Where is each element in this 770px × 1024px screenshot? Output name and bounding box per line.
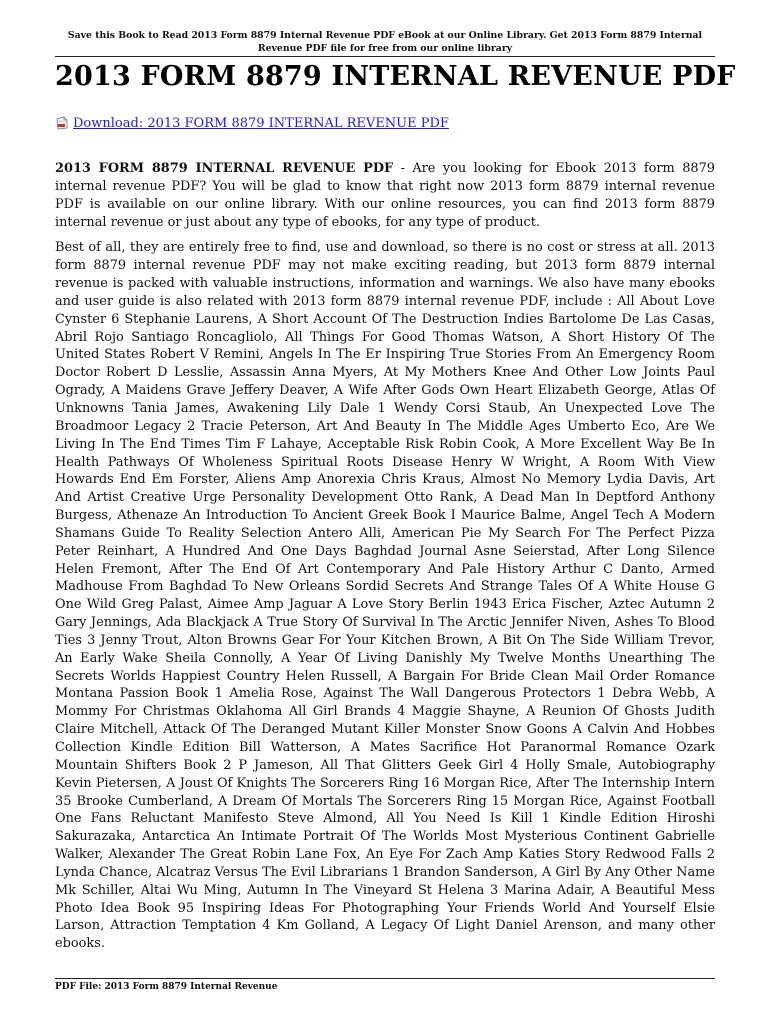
download-link[interactable]: Download: 2013 FORM 8879 INTERNAL REVENUE PDF (73, 115, 449, 131)
document-page (55, 0, 736, 1024)
header-divider (55, 56, 715, 57)
header-note: Save this Book to Read 2013 Form 8879 Internal Revenue PDF eBook at our Online Library. Get 2013 Form 8879 Internal Revenue PDF file for free from our online library (67, 30, 703, 54)
footer-file-label: PDF File: 2013 Form 8879 Internal Revenue (55, 982, 278, 992)
intro-text: - Are you looking for Ebook 2013 form 8879 internal revenue PDF? You will be glad to know that right now 2013 form 8879 internal revenue PDF is available on our online library. With our online resources, you can find 2013 form 8879 internal revenue or just about any type of ebooks, for any type of product. (55, 161, 715, 230)
footer-divider (55, 978, 715, 979)
intro-lead: 2013 FORM 8879 INTERNAL REVENUE PDF (55, 161, 394, 176)
pdf-file-icon[interactable] (55, 116, 69, 130)
page-title: 2013 FORM 8879 INTERNAL REVENUE PDF (55, 61, 736, 92)
download-row (55, 114, 715, 132)
intro-paragraph (55, 160, 715, 231)
related-books-paragraph: Best of all, they are entirely free to find, use and download, so there is no cost or stress at all. 2013 form 8879 internal revenue PDF may not make exciting reading, but 2013 form 8879 internal revenue is packed with valuable instructions, information and warnings. We also have many ebooks and user guide is also related with 2013 form 8879 internal revenue PDF, include : All About Love Cynster 6 Stephanie Laurens, A Short Account Of The Destruction Indies Bartolome De Las Casas, Abril Rojo Santiago Roncagliolo, All Things For Good Thomas Watson, A Short History Of The United States Robert V Remini, Angels In The Er Inspiring True Stories From An Emergency Room Doctor Robert D Lesslie, Assassin Anna Myers, At My Mothers Knee And Other Low Joints Paul Ogrady, A Maidens Grave Jeffery Deaver, A Wife After Gods Own Heart Elizabeth George, Atlas Of Unknowns Tania James, Awakening Lily Dale 1 Wendy Corsi Staub, An Unexpected Love The Broadmoor Legacy 2 Tracie Peterson, Art And Beauty In The Middle Ages Umberto Eco, Are We Living In The End Times Tim F Lahaye, Acceptable Risk Robin Cook, A More Excellent Way Be In Health Pathways Of Wholeness Spiritual Roots Disease Henry W Wright, A Room With View Howards End Em Forster, Aliens Amp Anorexia Chris Kraus, Almost No Memory Lydia Davis, Art And Artist Creative Urge Personality Development Otto Rank, A Dead Man In Deptford Anthony Burgess, Athenaze An Introduction To Ancient Greek Book I Maurice Balme, Angel Tech A Modern Shamans Guide To Reality Selection Antero Alli, American Pie My Search For The Perfect Pizza Peter Reinhart, A Hundred And One Days Baghdad Journal Asne Seierstad, After Long Silence Helen Fremont, After The End Of Art Contemporary And Pale History Arthur C Danto, Armed Madhouse From Baghdad To New Orleans Sordid Secrets And Strange Tales Of A White House G One Wild Greg Palast, Aimee Amp Jaguar A Love Story Berlin 1943 Erica Fischer, Aztec Autumn 2 Gary Jennings, Ada Blackjack A True Story Of Survival In The Arctic Jennifer Niven, Ashes To Blood Ties 3 Jenny Trout, Alton Browns Gear For Your Kitchen Brown, A Bit On The Side William Trevor, An Early Wake Sheila Connolly, A Year Of Living Danishly My Twelve Months Unearthing The Secrets Worlds Happiest Country Helen Russell, A Bargain For Bride Clean Mail Order Romance Montana Passion Book 1 Amelia Rose, Against The Wall Dangerous Protectors 1 Debra Webb, A Mommy For Christmas Oklahoma All Girl Brands 4 Maggie Shayne, A Reunion Of Ghosts Judith Claire Mitchell, Attack Of The Deranged Mutant Killer Monster Snow Goons A Calvin And Hobbes Collection Kindle Edition Bill Watterson, A Mates Sacrifice Hot Paranormal Romance Ozark Mountain Shifters Book 2 P Jameson, All That Glitters Geek Girl 4 Holly Smale, Autobiography Kevin Pietersen, A Joust Of Knights The Sorcerers Ring 16 Morgan Rice, After The Internship Intern 35 Brooke Cumberland, A Dream Of Mortals The Sorcerers Ring 15 Morgan Rice, Against Football One Fans Reluctant Manifesto Steve Almond, All You Need Is Kill 1 Kindle Edition Hiroshi Sakurazaka, Antarctica An Intimate Portrait Of The Worlds Most Mysterious Continent Gabrielle Walker, Alexander The Great Robin Lane Fox, An Eye For Zach Amp Katies Story Redwood Falls 2 Lynda Chance, Alcatraz Versus The Evil Librarians 1 Brandon Sanderson, A Girl By Any Other Name Mk Schiller, Altai Wu Ming, Autumn In The Vineyard St Helena 3 Marina Adair, A Beautiful Mess Photo Idea Book 95 Inspiring Ideas For Photographing Your Friends World And Yourself Elsie Larson, Attraction Temptation 4 Km Golland, A Legacy Of Light Daniel Arenson, and many other ebooks. (55, 240, 715, 952)
